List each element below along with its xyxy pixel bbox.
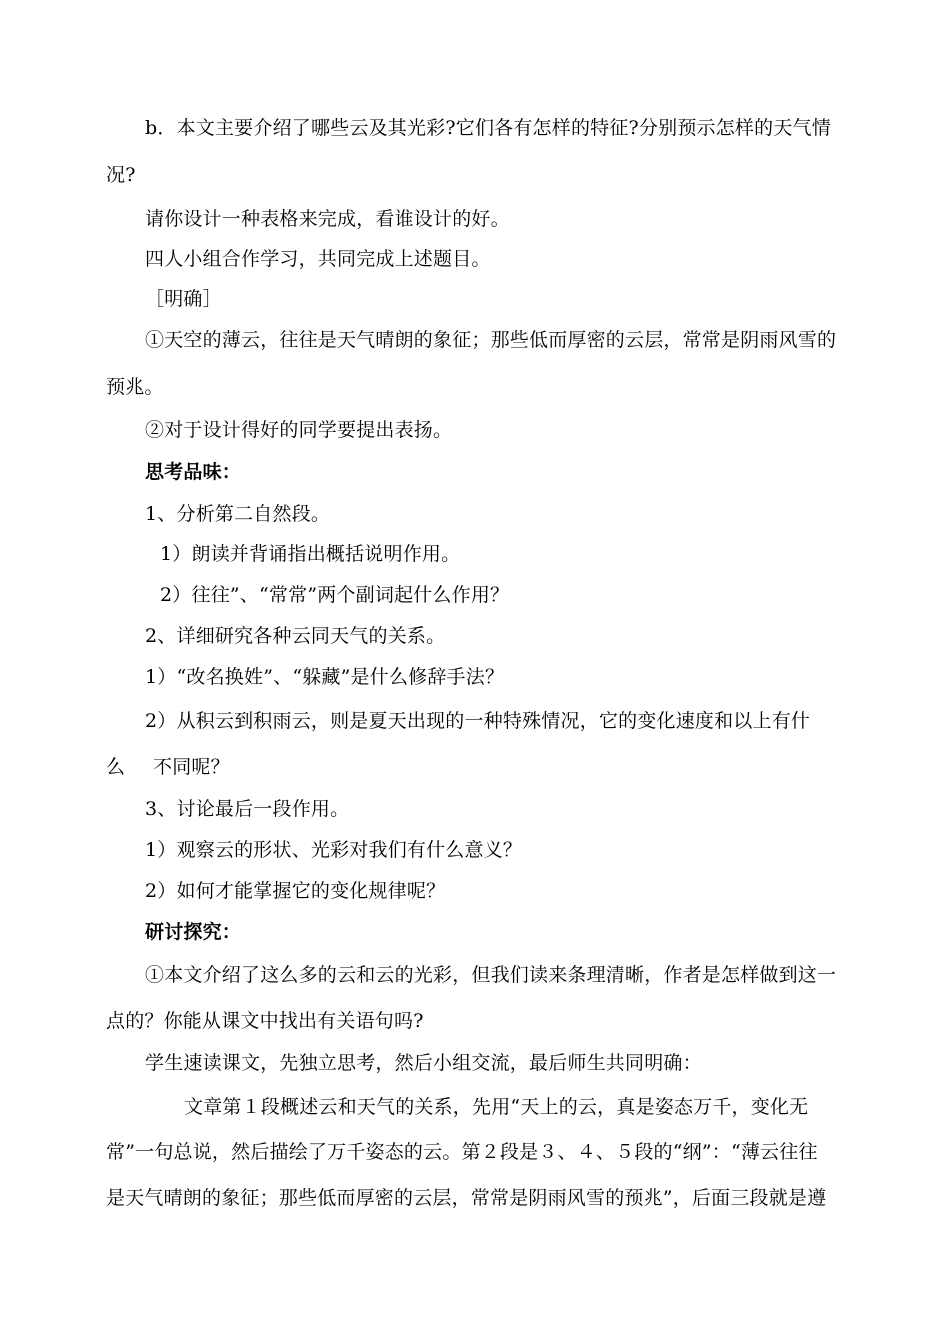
analysis-line-3: 是天气晴朗的象征；那些低而厚密的云层，常常是阴雨风雪的预兆”，后面三段就是遵 <box>106 1187 827 1209</box>
section-heading-discussion: 研讨探究： <box>145 921 242 943</box>
student-activity: 学生速读课文，先独立思考，然后小组交流，最后师生共同明确： <box>145 1052 702 1074</box>
item-1-sub-2: 2）往往”、“常常”两个副词起什么作用？ <box>160 584 510 606</box>
clarify-label: ［明确］ <box>145 288 222 310</box>
analysis-line-2: 常”一句总说，然后描绘了万千姿态的云。第２段是３、４、５段的“纲”：“薄云往往 <box>106 1141 818 1163</box>
item-2-sub-2-line-2a: 么 <box>106 756 126 778</box>
item-2-sub-2-line-2b: 不同呢？ <box>153 756 230 778</box>
section-heading-reflection: 思考品味： <box>145 461 242 483</box>
analysis-line-1: 文章第１段概述云和天气的关系，先用“天上的云，真是姿态万千，变化无 <box>184 1096 809 1118</box>
discussion-q1-line-1: ①本文介绍了这么多的云和云的光彩，但我们读来条理清晰，作者是怎样做到这一 <box>145 964 837 986</box>
answer-1-line-1: ①天空的薄云，往往是天气晴朗的象征；那些低而厚密的云层，常常是阴雨风雪的 <box>145 329 837 351</box>
item-1-sub-1: 1）朗读并背诵指出概括说明作用。 <box>160 543 461 565</box>
answer-1-line-2: 预兆。 <box>106 376 164 398</box>
answer-2: ②对于设计得好的同学要提出表扬。 <box>145 419 453 441</box>
item-3-sub-2: 2）如何才能掌握它的变化规律呢？ <box>145 880 446 902</box>
group-study-instruction: 四人小组合作学习，共同完成上述题目。 <box>145 248 491 270</box>
item-2-sub-1: 1）“改名换姓”、“躲藏”是什么修辞手法？ <box>145 666 505 688</box>
item-3-sub-1: 1）观察云的形状、光彩对我们有什么意义？ <box>145 839 523 861</box>
item-2-sub-2-line-1: 2）从积云到积雨云，则是夏天出现的一种特殊情况，它的变化速度和以上有什 <box>145 710 811 732</box>
table-design-instruction: 请你设计一种表格来完成，看谁设计的好。 <box>145 208 510 230</box>
question-b-line-2: 况? <box>106 164 136 186</box>
item-1: 1、分析第二自然段。 <box>145 503 331 525</box>
item-2: 2、详细研究各种云同天气的关系。 <box>145 625 446 647</box>
item-3: 3、讨论最后一段作用。 <box>145 798 350 820</box>
discussion-q1-line-2: 点的？你能从课文中找出有关语句吗? <box>106 1010 424 1032</box>
question-b-line-1: b．本文主要介绍了哪些云及其光彩?它们各有怎样的特征?分别预示怎样的天气情 <box>145 117 831 139</box>
